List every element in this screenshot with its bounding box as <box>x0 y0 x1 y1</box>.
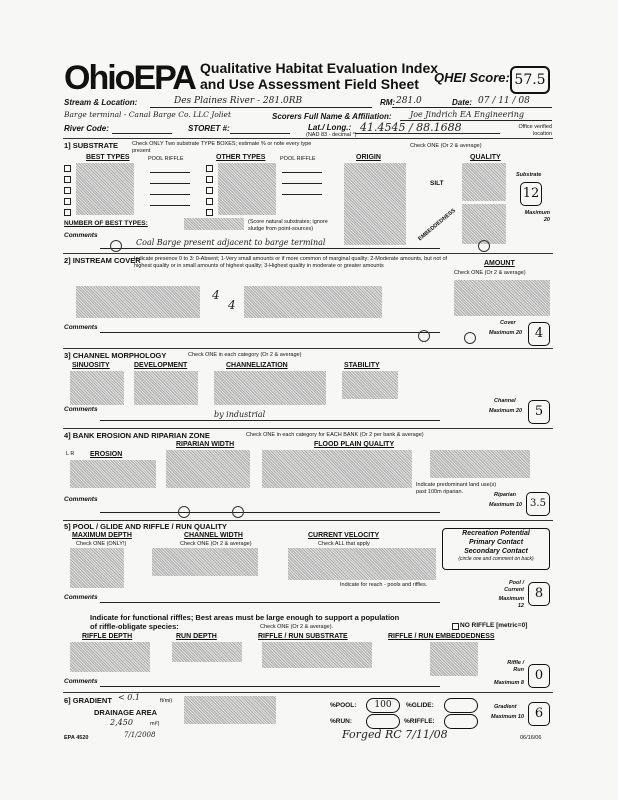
circled-mark <box>232 506 244 518</box>
date-label: Date: <box>452 98 473 107</box>
riffle-substrate-options[interactable] <box>262 642 372 668</box>
riffle-check-one: Check ONE (Or 2 & average). <box>260 624 334 630</box>
gradient-max: Maximum 10 <box>490 714 524 720</box>
checkbox[interactable] <box>64 165 71 172</box>
gradient-options[interactable] <box>184 696 276 724</box>
rm-label: RM: <box>380 98 396 107</box>
section-divider <box>63 253 553 254</box>
latlong-label: Lat./ Long.: <box>308 123 352 132</box>
riffle-percent-label: %RIFFLE: <box>404 718 435 725</box>
circled-mark <box>178 506 190 518</box>
rm-value[interactable]: 281.0 <box>396 96 422 106</box>
cover-types-right[interactable] <box>244 286 382 318</box>
drainage-area-label: DRAINAGE AREA <box>94 708 158 717</box>
flood-plain-header: FLOOD PLAIN QUALITY <box>314 441 395 448</box>
erosion-header: EROSION <box>90 451 123 458</box>
sinuosity-options[interactable] <box>70 371 124 405</box>
checkbox[interactable] <box>206 187 213 194</box>
checkbox[interactable] <box>64 176 71 183</box>
pool-percent-value[interactable]: 100 <box>366 698 400 713</box>
checkbox[interactable] <box>206 165 213 172</box>
riffle-embed-header: RIFFLE / RUN EMBEDDEDNESS <box>388 633 495 640</box>
run-percent-value[interactable] <box>366 714 400 729</box>
number-best-types-options[interactable] <box>184 218 244 230</box>
substrate-check-one: Check ONE (Or 2 & average) <box>410 143 482 149</box>
sinuosity-header: SINUOSITY <box>72 362 110 369</box>
section-divider <box>63 348 553 349</box>
amount-options[interactable] <box>454 280 550 316</box>
ohio-epa-logo <box>64 60 196 96</box>
development-header: DEVELOPMENT <box>134 362 188 369</box>
checkbox[interactable] <box>64 187 71 194</box>
quality-options[interactable] <box>462 163 506 201</box>
form-version: 06/16/06 <box>520 735 542 741</box>
riparian-pt-label: Riparian <box>494 492 517 498</box>
channel-pt-label: Channel <box>494 398 516 404</box>
qhei-score-value[interactable]: 57.5 <box>510 66 550 94</box>
gradient-title: 6] GRADIENT <box>64 696 112 705</box>
storet-label: STORET #: <box>188 124 230 133</box>
pool-pt-label: Pool / Current <box>504 580 524 593</box>
run-depth-header: RUN DEPTH <box>176 633 217 640</box>
current-velocity-header: CURRENT VELOCITY <box>308 532 380 539</box>
quality-header: QUALITY <box>470 154 501 161</box>
gradient-value[interactable]: < 0.1 <box>118 693 140 702</box>
substrate-score-note: (Score natural substrates; ignore sludge from point-sources) <box>248 219 328 232</box>
flood-plain-options-right[interactable] <box>430 450 530 478</box>
stream-location-label: Stream & Location: <box>64 98 138 107</box>
circled-mark <box>110 240 122 252</box>
signature: Forged RC 7/11/08 <box>342 728 448 741</box>
pool-comments-label: Comments <box>64 594 98 601</box>
bank-title: 4] BANK EROSION AND RIPARIAN ZONE <box>64 431 210 440</box>
amount-check-one: Check ONE (Or 2 & average) <box>454 270 526 276</box>
riffle-pt-label: Riffle / Run <box>507 660 524 673</box>
riparian-score[interactable]: 3.5 <box>526 492 550 516</box>
embeddedness-options[interactable] <box>462 204 506 244</box>
checkbox[interactable] <box>64 198 71 205</box>
channelization-header: CHANNELIZATION <box>226 362 288 369</box>
riparian-options[interactable] <box>166 450 250 488</box>
riffle-score[interactable]: 0 <box>528 664 550 688</box>
bank-instruction: Check ONE in each category for EACH BANK (Or 2 per bank & average) <box>246 432 424 438</box>
channel-width-options[interactable] <box>152 548 258 576</box>
riffle-comments-label: Comments <box>64 678 98 685</box>
origin-options[interactable] <box>344 163 406 245</box>
channel-comments-label: Comments <box>64 406 98 413</box>
glide-percent-value[interactable] <box>444 698 478 713</box>
current-velocity-check: Check ALL that apply <box>318 541 370 547</box>
channel-comment[interactable]: by industrial <box>214 410 266 419</box>
riffle-depth-header: RIFFLE DEPTH <box>82 633 133 640</box>
cover-comments-label: Comments <box>64 324 98 331</box>
cover-max: Maximum 20 <box>488 330 522 336</box>
secondary-contact[interactable]: Secondary Contact <box>464 548 528 555</box>
glide-percent-label: %GLIDE: <box>406 702 434 709</box>
riffle-percent-value[interactable] <box>444 714 478 729</box>
amount-header: AMOUNT <box>484 260 515 267</box>
riffle-instruction-1: Indicate for functional riffles; Best areas must be large enough to support a population <box>90 613 400 622</box>
riffle-substrate-header: RIFFLE / RUN SUBSTRATE <box>258 633 348 640</box>
stream-location-value[interactable]: Des Plaines River - 281.0RB <box>174 96 303 106</box>
channel-score[interactable]: 5 <box>528 400 550 424</box>
scorer-value[interactable]: Joe Jindrich EA Engineering <box>410 110 525 119</box>
pool-percent-label: %POOL: <box>330 702 357 709</box>
max-depth-options[interactable] <box>70 548 124 588</box>
section-divider <box>63 138 553 139</box>
left-right-label: L R <box>66 451 75 457</box>
run-percent-label: %RUN: <box>330 718 353 725</box>
indicate-reach-note: Indicate for reach - pools and riffles. <box>340 582 428 588</box>
origin-header: ORIGIN <box>356 154 381 161</box>
substrate-instruction: Check ONLY Two substrate TYPE BOXES; estimate % or note every type present <box>132 141 312 154</box>
silt-label: SILT <box>430 180 444 187</box>
substrate-comments-label: Comments <box>64 232 98 239</box>
recreation-title: Recreation Potential <box>462 530 530 537</box>
title-line-1: Qualitative Habitat Evaluation Index <box>200 60 439 76</box>
no-riffle-label[interactable]: NO RIFFLE [metric=0] <box>460 622 528 629</box>
location-note[interactable]: Barge terminal - Canal Barge Co. LLC Joliet <box>64 110 231 119</box>
channel-title: 3] CHANNEL MORPHOLOGY <box>64 351 167 360</box>
footer-date: 7/1/2008 <box>124 731 156 739</box>
channelization-options[interactable] <box>214 371 326 405</box>
bank-comments-label: Comments <box>64 496 98 503</box>
flood-plain-options-left[interactable] <box>262 450 412 488</box>
recreation-potential-box <box>442 528 550 570</box>
riffle-instruction-2: of riffle-obligate species: <box>90 622 179 631</box>
form-title <box>200 60 438 92</box>
checkbox[interactable] <box>64 209 71 216</box>
land-use-note: Indicate predominant land use(s) past 100m riparian. <box>416 482 497 495</box>
river-code-label: River Code: <box>64 124 109 133</box>
channel-instruction: Check ONE in each category (Or 2 & average) <box>188 352 302 358</box>
channel-width-header: CHANNEL WIDTH <box>184 532 243 539</box>
title-line-2: and Use Assessment Field Sheet <box>200 76 419 92</box>
latlong-sub: (NAD 83 - decimal °) <box>306 132 357 138</box>
checkbox[interactable] <box>206 209 213 216</box>
substrate-title: 1] SUBSTRATE <box>64 141 119 150</box>
logo-epa: EPA <box>133 59 195 97</box>
epa-form-number: EPA 4520 <box>64 735 89 741</box>
circled-mark <box>464 332 476 344</box>
primary-contact[interactable]: Primary Contact <box>468 539 524 546</box>
number-best-types-label: NUMBER OF BEST TYPES: <box>64 220 148 227</box>
section-divider <box>63 520 553 521</box>
riffle-embed-options[interactable] <box>430 642 478 676</box>
pool-score[interactable]: 8 <box>528 582 550 606</box>
cover-hand-mark-b[interactable]: 4 <box>228 298 236 312</box>
pool-riffle-header-2: POOL RIFFLE <box>280 156 316 162</box>
qhei-score-label: QHEI Score: <box>434 70 510 85</box>
gradient-score[interactable]: 6 <box>528 702 550 726</box>
cover-hand-mark-a[interactable]: 4 <box>212 288 220 302</box>
cover-pt-label: Cover <box>500 320 516 326</box>
recreation-note: (circle one and comment on back) <box>458 556 534 562</box>
stability-options[interactable] <box>342 371 398 399</box>
latlong-value[interactable]: 41.4545 / 88.1688 <box>360 121 462 134</box>
riparian-max: Maximum 10 <box>488 502 522 508</box>
substrate-score[interactable]: 12 <box>520 182 542 206</box>
best-types-header: BEST TYPES <box>86 154 130 161</box>
embeddedness-label: EMBEDDEDNESS <box>417 207 457 243</box>
other-types-header: OTHER TYPES <box>216 154 266 161</box>
drainage-unit: mi²) <box>150 721 160 727</box>
circled-mark <box>418 330 430 342</box>
development-options[interactable] <box>134 371 198 405</box>
gradient-pt-label: Gradient <box>494 704 517 710</box>
circled-mark <box>478 240 490 252</box>
checkbox[interactable] <box>206 198 213 205</box>
riffle-depth-options[interactable] <box>70 642 150 672</box>
max-depth-header: MAXIMUM DEPTH <box>72 532 132 539</box>
checkbox[interactable] <box>206 176 213 183</box>
riparian-width-header: RIPARIAN WIDTH <box>176 441 235 448</box>
best-types-options[interactable] <box>76 163 134 215</box>
substrate-pt-label: Substrate <box>516 172 542 178</box>
substrate-max: Maximum 20 <box>524 210 550 223</box>
substrate-comment[interactable]: Coal Barge present adjacent to barge terminal <box>136 238 326 247</box>
channel-width-check: Check ONE (Or 2 & average) <box>180 541 252 547</box>
current-velocity-options[interactable] <box>288 548 436 580</box>
scorer-label: Scorers Full Name & Affiliation: <box>272 112 392 121</box>
date-value[interactable]: 07 / 11 / 08 <box>478 96 530 106</box>
no-riffle-checkbox[interactable] <box>452 623 459 630</box>
pool-title: 5] POOL / GLIDE AND RIFFLE / RUN QUALITY <box>64 522 227 531</box>
max-depth-check: Check ONE (ONLY!) <box>76 541 127 547</box>
pool-riffle-header: POOL RIFFLE <box>148 156 184 162</box>
erosion-options[interactable] <box>70 460 156 488</box>
stability-header: STABILITY <box>344 362 380 369</box>
logo-ohio: Ohio <box>64 59 134 97</box>
cover-score[interactable]: 4 <box>528 322 550 346</box>
cover-title: 2] INSTREAM COVER <box>64 256 141 265</box>
cover-types-left[interactable] <box>76 286 200 318</box>
gradient-unit: ft/mi) <box>160 698 173 704</box>
pool-max: Maximum 12 <box>498 596 524 609</box>
channel-max: Maximum 20 <box>488 408 522 414</box>
section-divider <box>63 428 553 429</box>
other-types-options[interactable] <box>218 163 276 215</box>
office-verified-label: Office verified location <box>518 124 552 137</box>
run-depth-options[interactable] <box>172 642 242 662</box>
cover-instruction: Indicate presence 0 to 3: 0-Absent; 1-Very small amounts or if more common of marginal quality; 2-Moderate amounts, but not of highest quality or in small amounts of highest quality; 3-Highest quality in moderate or greater amounts <box>134 256 448 269</box>
riffle-max: Maximum 8 <box>494 680 524 686</box>
drainage-area-value[interactable]: 2,450 <box>110 718 133 727</box>
